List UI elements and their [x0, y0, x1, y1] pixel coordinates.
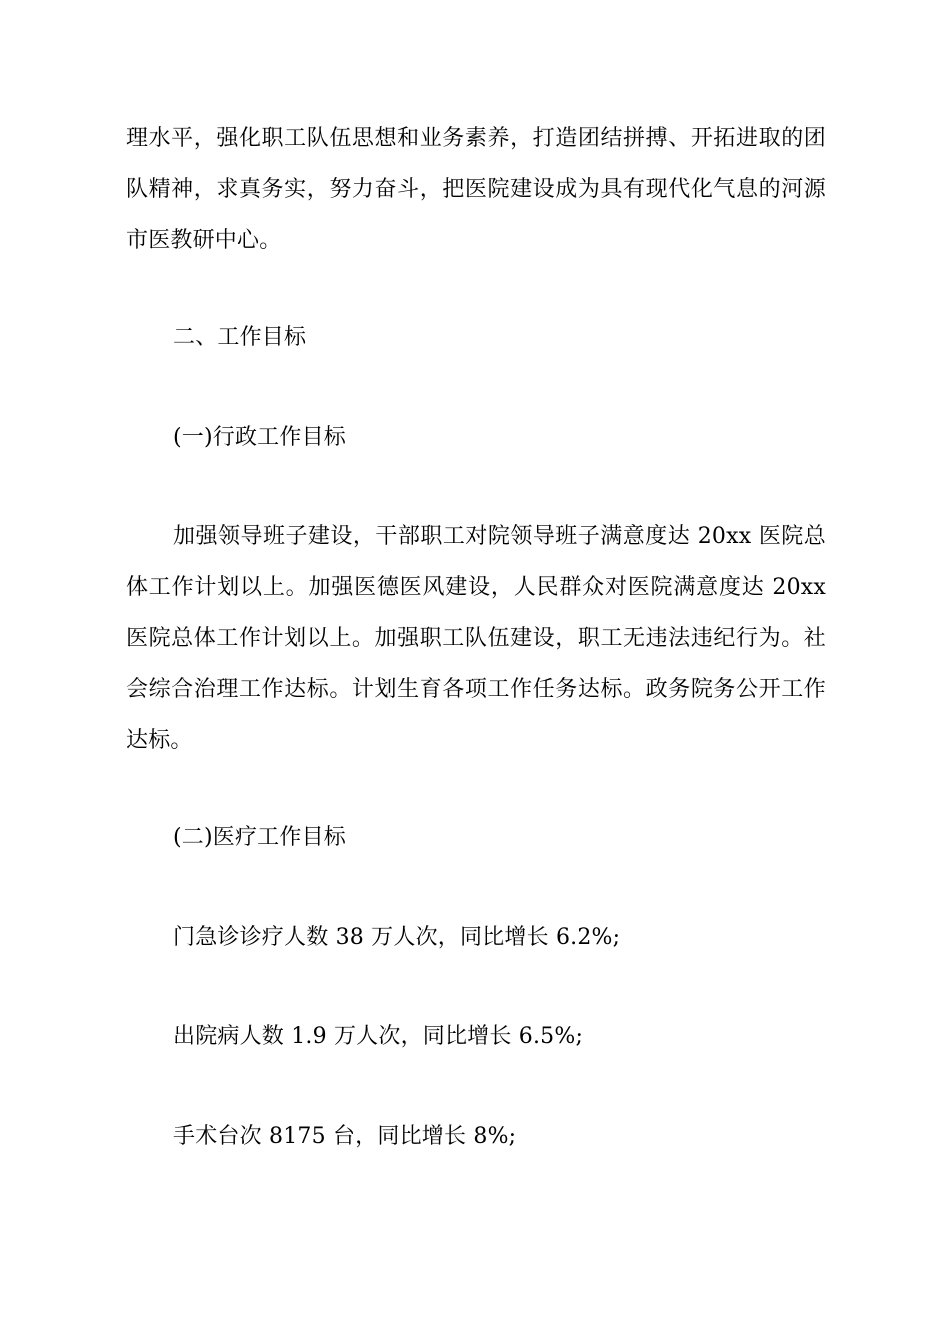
paragraph-line: 体工作计划以上。加强医德医风建设，人民群众对医院满意度达 20xx [126, 575, 826, 600]
paragraph-line: 队精神，求真务实，努力奋斗，把医院建设成为具有现代化气息的河源 [126, 177, 826, 202]
target-item: 门急诊诊疗人数 38 万人次，同比增长 6.2%; [173, 925, 621, 950]
paragraph-line: 会综合治理工作达标。计划生育各项工作任务达标。政务院务公开工作 [126, 677, 826, 702]
paragraph-line: 市医教研中心。 [126, 228, 282, 253]
target-item: 手术台次 8175 台，同比增长 8%; [173, 1124, 517, 1149]
subsection-heading: (一)行政工作目标 [173, 425, 346, 450]
target-item: 出院病人数 1.9 万人次，同比增长 6.5%; [173, 1024, 584, 1049]
paragraph-line: 理水平，强化职工队伍思想和业务素养，打造团结拼搏、开拓进取的团 [126, 126, 826, 151]
section-heading: 二、工作目标 [173, 325, 307, 350]
paragraph-line: 达标。 [126, 728, 193, 753]
subsection-heading: (二)医疗工作目标 [173, 825, 346, 850]
paragraph-line: 加强领导班子建设，干部职工对院领导班子满意度达 20xx 医院总 [173, 524, 826, 549]
paragraph-line: 医院总体工作计划以上。加强职工队伍建设，职工无违法违纪行为。社 [126, 626, 826, 651]
